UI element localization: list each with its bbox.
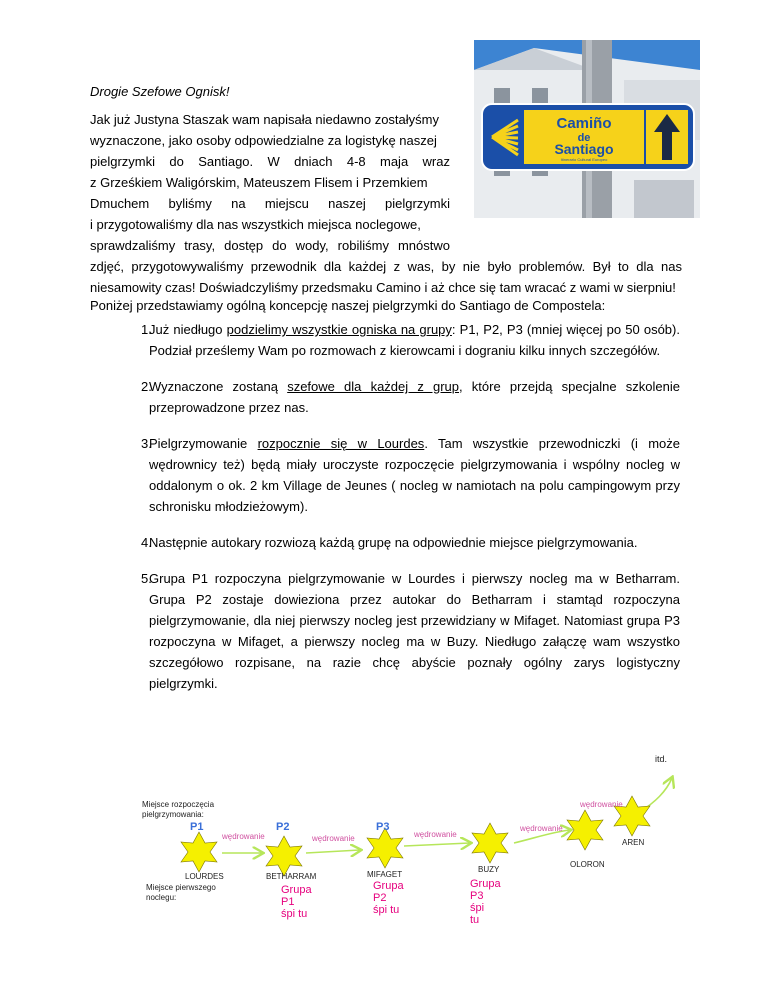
point-text: , które przejdą specjalne szkolenie przeprowadzone przez nas. (149, 379, 680, 415)
intro-line: Jak już Justyna Staszak wam napisała niedawno zostałyśmy (90, 112, 439, 127)
sleep-note-p1: Grupa P1 śpi tu (281, 884, 312, 920)
place-oloron: OLORON (570, 860, 605, 869)
place-mifaget: MIFAGET (367, 870, 403, 879)
star-oloron (567, 810, 603, 850)
walk-label: wędrowanie (520, 824, 563, 833)
sleep-place-label: Miejsce pierwszego noclegu: (146, 883, 216, 902)
etc-label: itd. (655, 754, 668, 764)
point-text: Wyznaczone zostaną (149, 379, 288, 394)
point-underlined: rozpocznie się w Lourdes (257, 436, 425, 451)
intro-line: z Grześkiem Waligórskim, Mateuszem Flisem i Przemkiem (90, 175, 428, 190)
intro-paragraph-cont (90, 256, 682, 298)
walk-label: wędrowanie (414, 830, 457, 839)
intro-line: wyznaczone, jako osoby odpowiedzialne za logistykę naszej (90, 133, 437, 148)
list-number: 2. (141, 379, 152, 394)
place-buzy: BUZY (478, 865, 500, 874)
list-item (112, 433, 680, 517)
intro-line: zdjęć, przygotowywaliśmy przewodnik dla każdej z was, by nie było problemów. Był to dla nas (90, 259, 682, 274)
star-mifaget (367, 828, 403, 868)
intro-line: pielgrzymki do Santiago. W dniach 4-8 maja wraz (90, 154, 450, 169)
list-item (112, 376, 680, 418)
walk-arrows (222, 778, 672, 853)
place-lourdes: LOURDES (185, 872, 224, 881)
sign-small-text: Itinerario Cultural Europeo (560, 157, 608, 162)
star-buzy (472, 823, 508, 863)
group-label-p1: P1 (190, 821, 204, 833)
start-place-label: Miejsce rozpoczęcia pielgrzymowania: (142, 800, 215, 819)
point-text: Grupa P1 rozpoczyna pielgrzymowanie w Lourdes i pierwszy nocleg ma w Betharram. Grupa P2 zostaje dowieziona przez autokar do Betharram i stamtąd rozpoczyna pielgrzymowanie, dla niej pierwszy nocleg jest przewidziany w Mifaget. Natomiast grupa P3 rozpoczyna w Mifaget, a pierwszy nocleg ma w Buzy. Niedługo załączę wam wszystko szczegółowo rozpisane, na razie chcę abyście poznały ogólny zarys logistyczny pielgrzymki. (149, 571, 680, 691)
place-aren: AREN (622, 838, 645, 847)
intro-line: i przygotowaliśmy dla nas wszystkich miejsca noclegowe, (90, 217, 421, 232)
point-text: . Tam wszystkie przewodniczki (i może wędrownicy też) będą miały uroczyste rozpoczęcie pielgrzymowania i wspólny nocleg w oddalonym o ok. 2 km Village de Jeunes ( nocleg w namiotach na polu campingowym przy schronisku młodzieżowym). (149, 436, 680, 514)
sleep-note-p2: Grupa P2 śpi tu (373, 880, 404, 916)
point-underlined: szefowe dla każdej z grup (287, 379, 460, 394)
point-underlined: podzielimy wszystkie ogniska na grupy (226, 322, 452, 337)
point-text: : P1, P2, P3 (mniej więcej po 50 osób). Podział prześlemy Wam po rozmowach z kierowcami i dograniu kilku innych szczegółów. (149, 322, 680, 358)
walk-label: wędrowanie (312, 834, 355, 843)
list-item (112, 532, 680, 553)
walk-label: wędrowanie (580, 800, 623, 809)
sleep-note-p3: Grupa P3 śpi tu (470, 878, 501, 926)
point-text: Pielgrzymowanie (149, 436, 258, 451)
group-label-p2: P2 (276, 821, 290, 833)
sign-line-2: de (577, 132, 591, 144)
point-text: Następnie autokary rozwiozą każdą grupę na odpowiednie miejsce pielgrzymowania. (149, 535, 638, 550)
list-number: 1. (141, 322, 152, 337)
greeting: Drogie Szefowe Ognisk! (90, 84, 230, 99)
star-betharram (266, 836, 302, 876)
star-lourdes (181, 832, 217, 872)
sign-line-3: Santiago (554, 141, 614, 157)
intro-paragraph (90, 109, 450, 256)
intro-line: niesamowity czas! Doświadczyliśmy przedsmaku Camino i aż chce się tam wracać z wami w sierpniu! (90, 280, 676, 295)
group-label-p3: P3 (376, 821, 390, 833)
intro-line: sprawdzaliśmy trasy, dostęp do wody, robiliśmy mnóstwo (90, 238, 450, 253)
intro-line: Dmuchem byliśmy na miejscu naszej pielgrzymki (90, 196, 450, 211)
lead-text: Poniżej przedstawiamy ogólną koncepcję naszej pielgrzymki do Santiago de Compostela: (90, 298, 606, 313)
list-number: 5. (141, 571, 152, 586)
point-text: Już niedługo (149, 322, 227, 337)
sign-line-1: Camiño (556, 115, 612, 132)
place-betharram: BETHARRAM (266, 872, 317, 881)
route-diagram (0, 740, 768, 994)
list-item (112, 319, 680, 361)
points-list (112, 319, 680, 694)
walk-label: wędrowanie (222, 832, 265, 841)
list-item (112, 568, 680, 694)
list-number: 4. (141, 535, 152, 550)
list-number: 3. (141, 436, 152, 451)
camino-sign-photo (474, 40, 700, 218)
